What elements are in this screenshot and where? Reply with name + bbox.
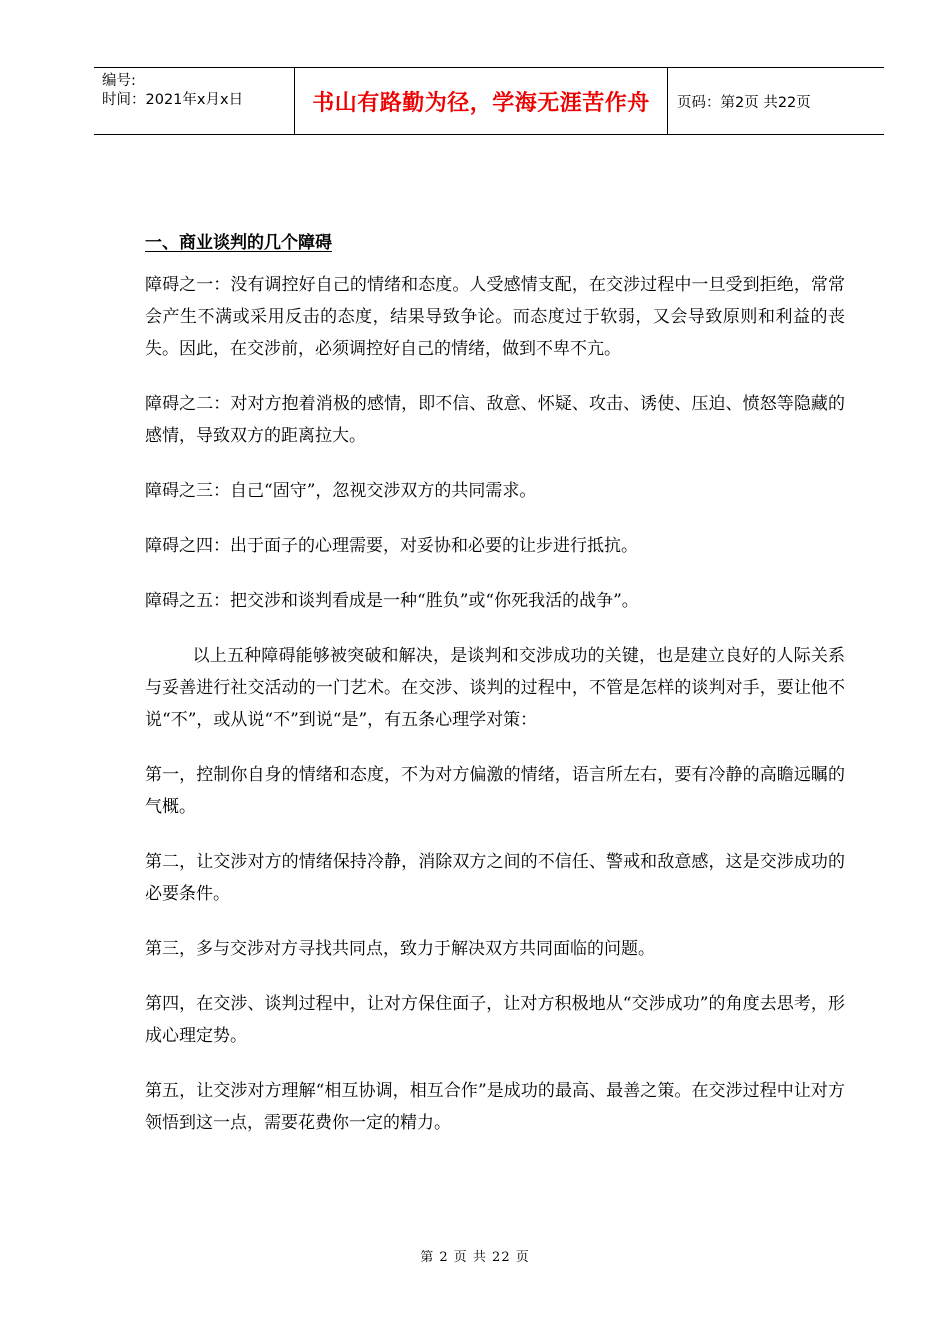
paragraph-strategy-5: 第五，让交涉对方理解“相互协调，相互合作”是成功的最高、最善之策。在交涉过程中让对方领悟到这一点，需要花费你一定的精力。 xyxy=(145,1081,845,1133)
paragraph-strategy-4: 第四，在交涉、谈判过程中，让对方保住面子，让对方积极地从“交涉成功”的角度去思考，形成心理定势。 xyxy=(145,994,845,1046)
paragraph-obstacle-3: 障碍之三：自己“固守”，忽视交涉双方的共同需求。 xyxy=(145,481,537,501)
paragraph-strategy-3: 第三，多与交涉对方寻找共同点，致力于解决双方共同面临的问题。 xyxy=(145,939,655,959)
header-page-info: 页码：第2页 共22页 xyxy=(677,94,811,111)
paragraph-obstacle-4: 障碍之四：出于面子的心理需要，对妥协和必要的让步进行抵抗。 xyxy=(145,536,638,556)
header-page-cell xyxy=(668,68,884,134)
paragraph-summary: 以上五种障碍能够被突破和解决，是谈判和交涉成功的关键，也是建立良好的人际关系与妥善进行社交活动的一门艺术。在交涉、谈判的过程中，不管是怎样的谈判对手，要让他不说“不”，或从说“不”到说“是”，有五条心理学对策： xyxy=(145,646,845,730)
paragraph-strategy-2: 第二，让交涉对方的情绪保持冷静，消除双方之间的不信任、警戒和敌意感，这是交涉成功的必要条件。 xyxy=(145,852,845,904)
paragraph-obstacle-5: 障碍之五：把交涉和谈判看成是一种“胜负”或“你死我活的战争”。 xyxy=(145,591,639,611)
header-number-label: 编号: xyxy=(102,73,136,89)
page-content xyxy=(145,229,845,1162)
header-motto: 书山有路勤为径，学海无涯苦作舟 xyxy=(312,90,650,116)
header-motto-cell xyxy=(295,68,668,134)
paragraph-obstacle-2: 障碍之二：对对方抱着消极的感情，即不信、敌意、怀疑、攻击、诱使、压迫、愤怒等隐藏的感情，导致双方的距离拉大。 xyxy=(145,394,845,446)
footer-page-number: 第 2 页 共 22 页 xyxy=(420,1250,530,1265)
paragraph-obstacle-1: 障碍之一：没有调控好自己的情绪和态度。人受感情支配，在交涉过程中一旦受到拒绝，常常会产生不满或采用反击的态度，结果导致争论。而态度过于软弱，又会导致原则和利益的丧失。因此，在交涉前，必须调控好自己的情绪，做到不卑不亢。 xyxy=(145,275,845,359)
page-footer xyxy=(0,1246,950,1265)
paragraph-strategy-1: 第一，控制你自身的情绪和态度，不为对方偏激的情绪，语言所左右，要有冷静的高瞻远瞩的气概。 xyxy=(145,765,845,817)
header-info-cell xyxy=(94,68,295,134)
header-time-label: 时间：2021年x月x日 xyxy=(102,92,244,108)
page-header xyxy=(94,67,884,135)
section-title: 一、商业谈判的几个障碍 xyxy=(145,233,332,253)
